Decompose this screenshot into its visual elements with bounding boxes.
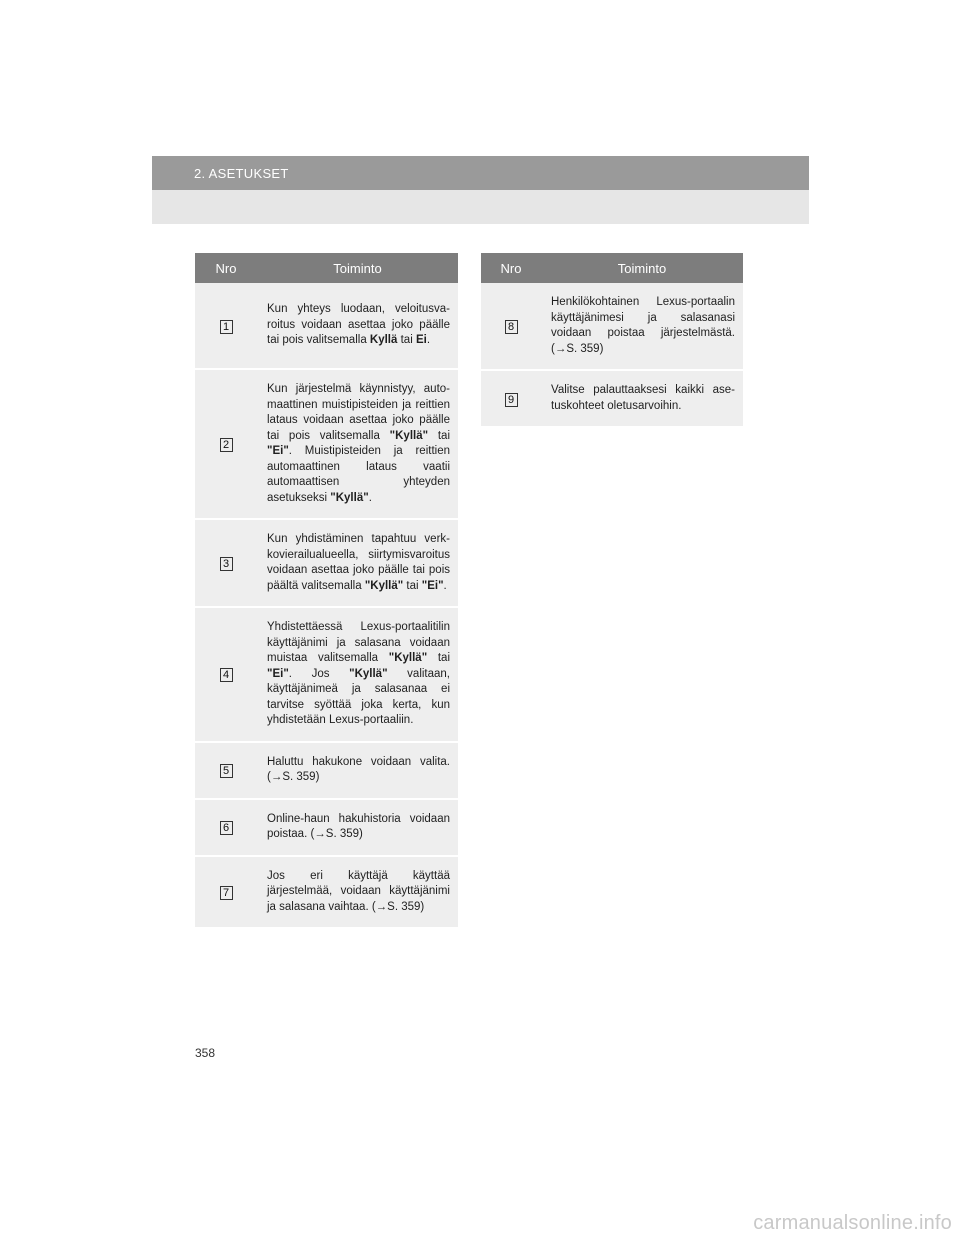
section-header-bar [152, 156, 809, 190]
option-label: "Kyllä" [389, 429, 429, 442]
row-number-cell [195, 519, 257, 607]
text-segment: . [368, 491, 372, 504]
option-label: "Kyllä" [388, 652, 428, 664]
text-segment: tai [397, 334, 416, 347]
watermark: carmanualsonline.info [753, 1212, 952, 1234]
number-badge: 1 [220, 320, 233, 334]
text-segment: . Muistipisteiden ja reittien automaattinen lataus vaatii automaattisen yhteyden asetukseksi [267, 445, 450, 504]
row-description [541, 370, 743, 427]
text-segment: Kun järjestelmä käynnistyy, automaattinen muistipisteiden ja reittien lataus voidaan asettaa joko päälle tai pois valitsemalla [267, 383, 450, 442]
page-number: 358 [195, 1046, 216, 1060]
row-number-cell [195, 369, 257, 519]
header-toiminto: Toiminto [541, 253, 743, 283]
option-label: Kyllä [369, 334, 398, 347]
row-number-cell [195, 799, 257, 856]
table-row [195, 369, 458, 519]
number-badge: 5 [220, 764, 233, 778]
text-segment: . [443, 579, 447, 592]
option-label: "Ei" [267, 445, 289, 457]
text-segment: . [426, 334, 431, 347]
text-segment: Haluttu hakukone voidaan valita. (→S. 359) [267, 755, 450, 783]
row-description [257, 856, 458, 929]
number-badge: 6 [220, 821, 233, 835]
table-row [195, 519, 458, 607]
table-header-row [195, 253, 458, 283]
section-title: 2. ASETUKSET [194, 166, 289, 181]
text-segment: tai [428, 429, 451, 442]
text-segment: tai [427, 652, 451, 664]
header-nro: Nro [481, 253, 541, 283]
text-segment: Henkilökohtainen Lexus-portaalin käyttäjänimesi ja salasanasi voidaan poistaa järjestelmästä. (→S. 359) [551, 296, 735, 355]
function-table-right [481, 253, 743, 428]
table-row [481, 283, 743, 370]
row-number-cell [195, 607, 257, 742]
option-label: "Ei" [267, 667, 289, 680]
text-segment: Kun yhdistäminen tapahtuu verkkovierailualueella, siirtymisvaroitus voidaan asettaa joko päälle tai pois päältä valitsemalla [267, 533, 450, 592]
table-row [481, 370, 743, 427]
function-table-left [195, 253, 458, 929]
option-label: Ei [415, 334, 427, 347]
row-number-cell [195, 742, 257, 799]
table-row [195, 799, 458, 856]
number-badge: 4 [220, 668, 233, 682]
table-header-row [481, 253, 743, 283]
header-band [152, 190, 809, 224]
row-number-cell [481, 370, 541, 427]
text-segment: Jos eri käyttäjä käyttää järjestelmää, voidaan käyttäjänimi ja salasana vaihtaa. (→S. 359) [267, 869, 450, 913]
header-toiminto: Toiminto [257, 253, 458, 283]
option-label: "Kyllä" [364, 579, 404, 592]
table-row [195, 283, 458, 369]
table-row [195, 607, 458, 742]
row-description [541, 283, 743, 370]
number-badge: 8 [505, 320, 518, 334]
row-description [257, 607, 458, 742]
row-number-cell [195, 856, 257, 929]
row-description [257, 742, 458, 799]
number-badge: 2 [220, 438, 233, 452]
text-segment: valitaan, käyttäjänimeä ja salasanaa ei tarvitse syöttää joka kerta, kun yhdistetään Lexus-portaaliin. [267, 667, 451, 726]
number-badge: 3 [220, 557, 233, 571]
number-badge: 7 [220, 886, 233, 900]
row-number-cell [195, 283, 257, 369]
option-label: "Ei" [421, 579, 444, 592]
row-description [257, 519, 458, 607]
text-segment: Kun yhteys luodaan, veloitusvaroitus voidaan asettaa joko päälle tai pois valitsemalla [267, 303, 450, 347]
row-description [257, 369, 458, 519]
number-badge: 9 [505, 393, 518, 407]
table-row [195, 856, 458, 929]
text-segment: Yhdistettäessä Lexus-portaalitilin käyttäjänimi ja salasana voidaan muistaa valitsemalla [267, 621, 450, 664]
header-nro: Nro [195, 253, 257, 283]
table-row [195, 742, 458, 799]
row-description [257, 283, 458, 369]
row-description [257, 799, 458, 856]
option-label: "Kyllä" [330, 491, 369, 504]
row-number-cell [481, 283, 541, 370]
text-segment: tai [403, 579, 422, 592]
text-segment: Online-haun hakuhistoria voidaan poistaa. (→S. 359) [267, 812, 450, 840]
option-label: "Kyllä" [349, 667, 388, 680]
text-segment: Valitse palauttaaksesi kaikki asetuskohteet oletusarvoihin. [551, 384, 735, 412]
text-segment: . Jos [288, 667, 350, 680]
